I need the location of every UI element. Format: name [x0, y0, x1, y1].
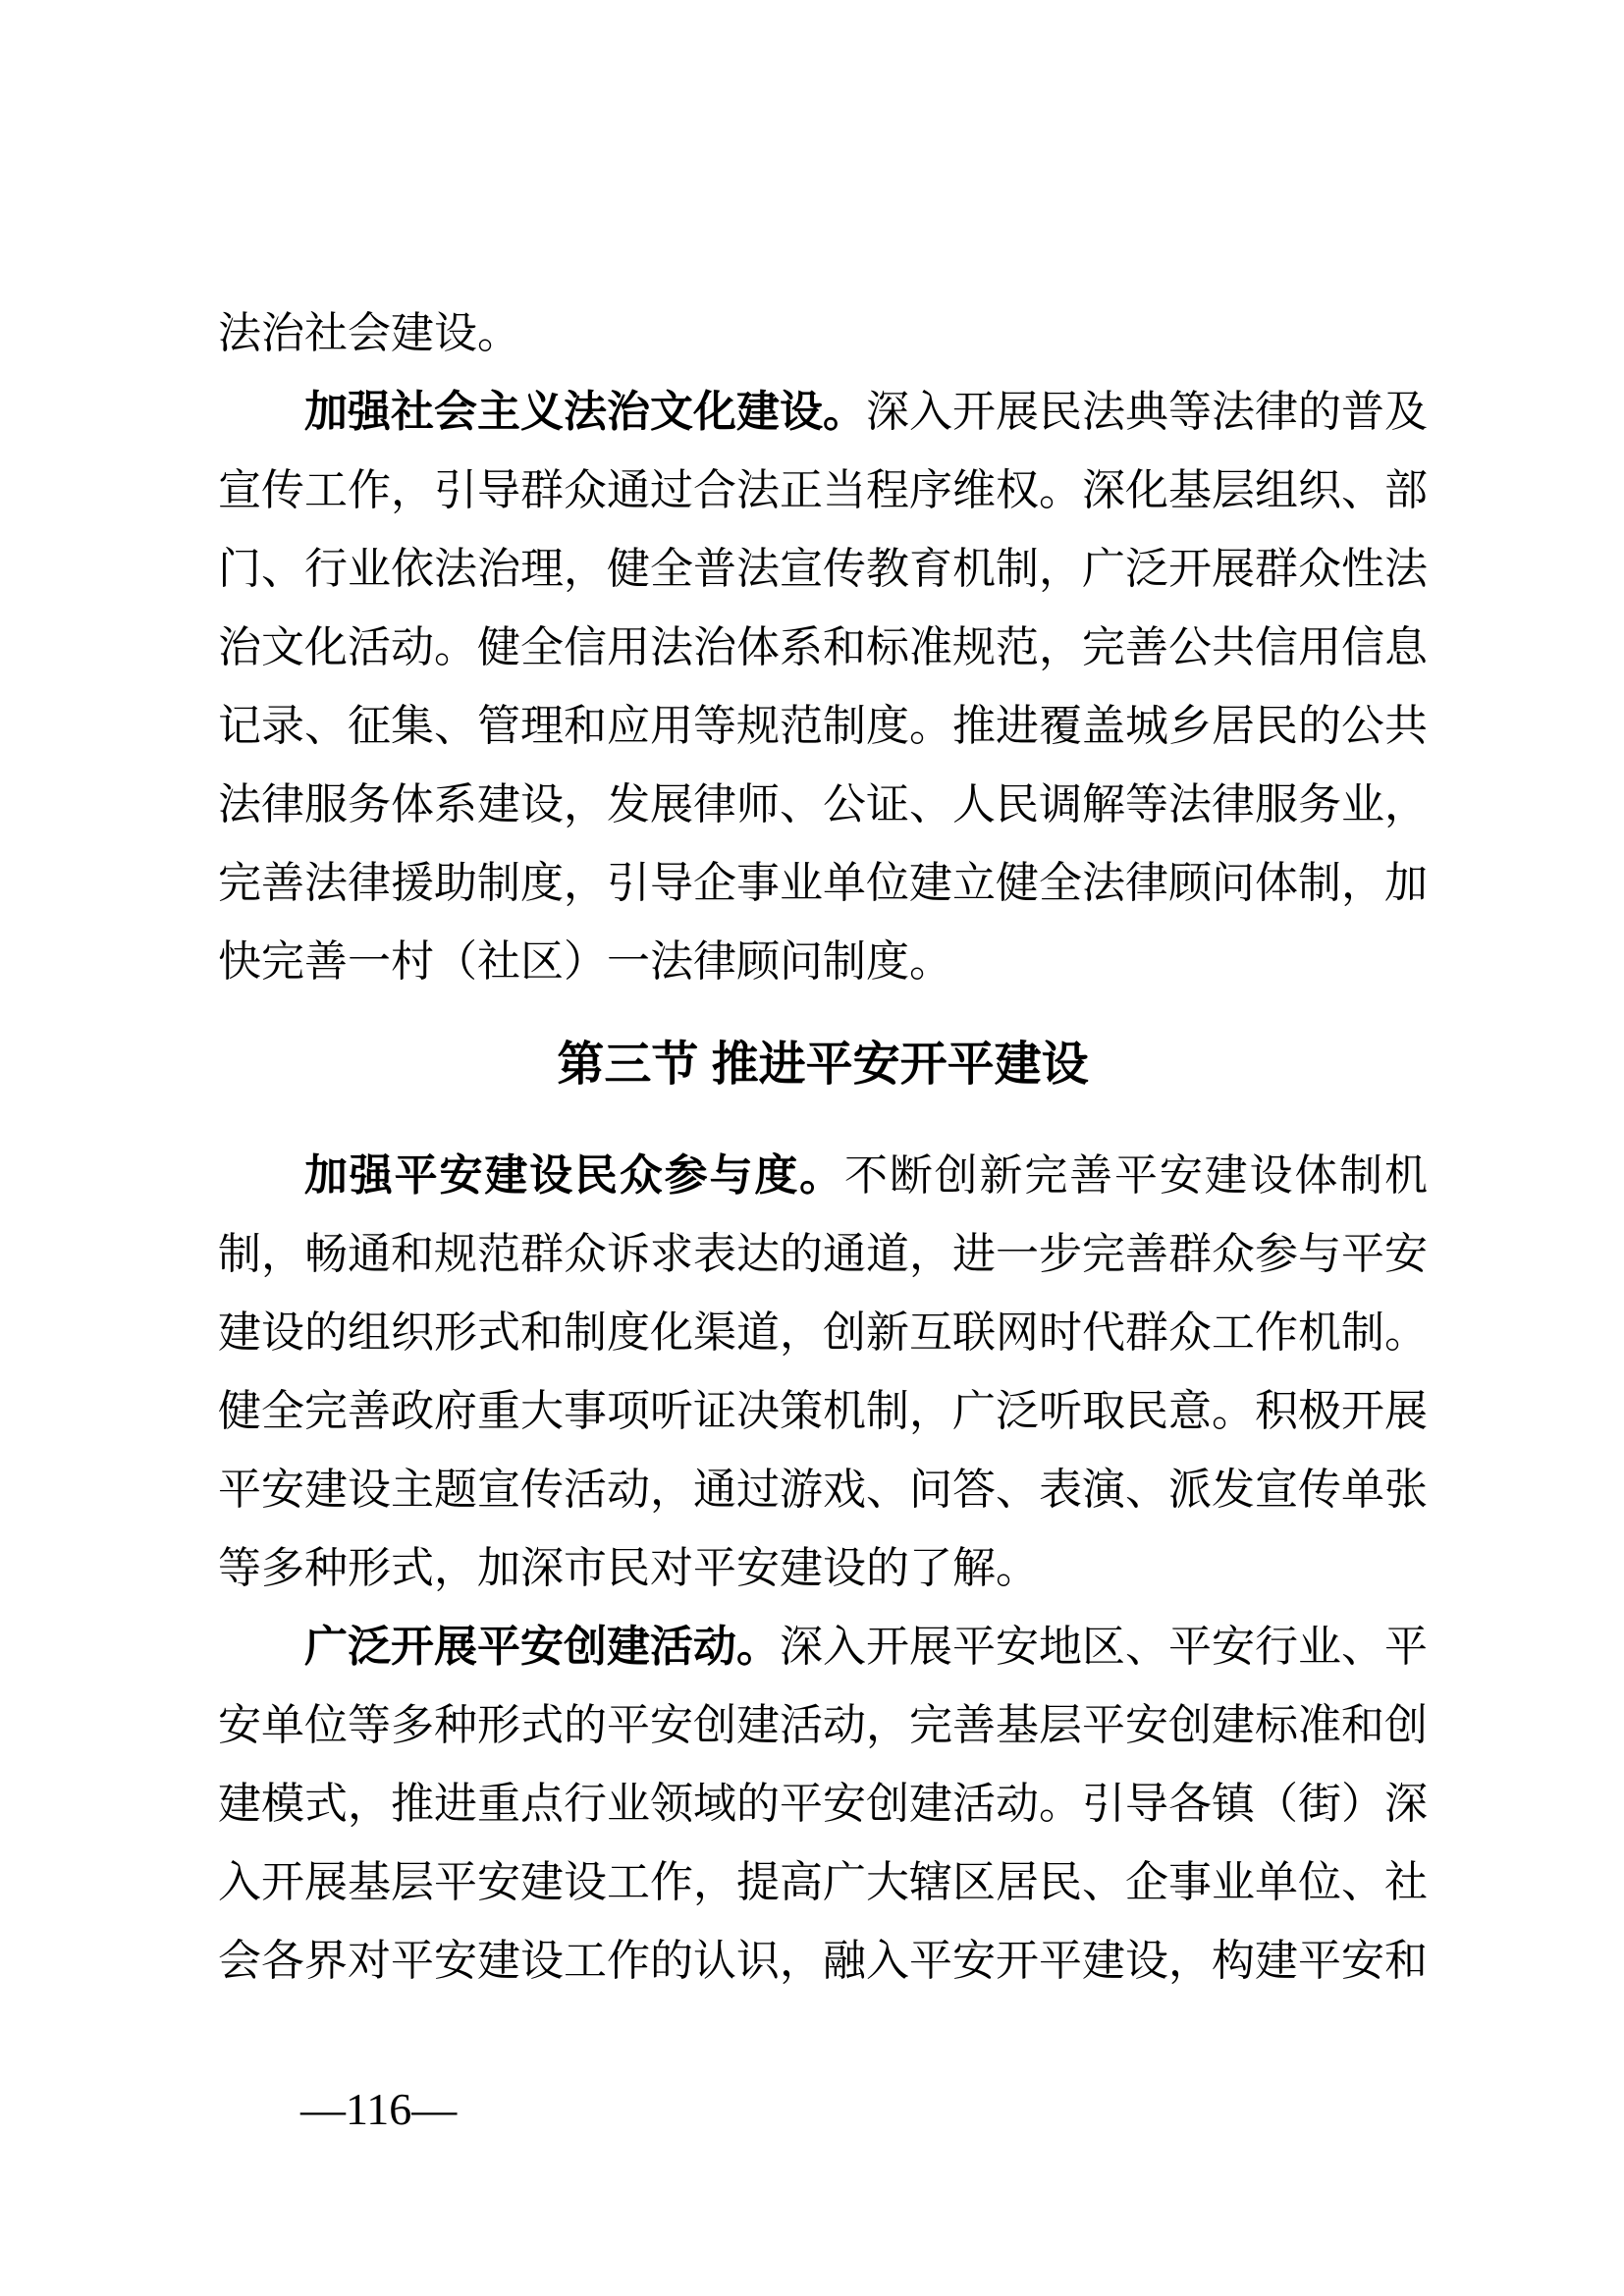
paragraph-lead: 广泛开展平安创建活动。 [304, 1623, 780, 1671]
paragraph-public-participation [218, 1137, 1428, 1608]
paragraph-lead: 加强平安建设民众参与度。 [304, 1151, 844, 1200]
paragraph-text: 深入开展民法典等法律的普及宣传工作，引导群众通过合法正当程序维权。深化基层组织、部门、行业依法治理，健全普法宣传教育机制，广泛开展群众性法治文化活动。健全信用法治体系和标准规范，完善公共信用信息记录、征集、管理和应用等规范制度。推进覆盖城乡居民的公共法律服务体系建设，发展律师、公证、人民调解等法律服务业，完善法律援助制度，引导企事业单位建立健全法律顾问体制，加快完善一村（社区）一法律顾问制度。 [218, 388, 1428, 986]
body-block-upper [218, 294, 1428, 1001]
paragraph-text: 深入开展平安地区、平安行业、平安单位等多种形式的平安创建活动，完善基层平安创建标准和创建模式，推进重点行业领域的平安创建活动。引导各镇（街）深入开展基层平安建设工作，提高广大辖区居民、企事业单位、社会各界对平安建设工作的认识，融入平安开平建设，构建平安和 [218, 1623, 1428, 1985]
paragraph-lead: 加强社会主义法治文化建设。 [304, 388, 866, 436]
paragraph-continuation [218, 294, 1428, 373]
paragraph-text: 法治社会建设。 [218, 309, 520, 357]
paragraph-law-culture [218, 373, 1428, 1001]
paragraph-text: 不断创新完善平安建设体制机制，畅通和规范群众诉求表达的通道，进一步完善群众参与平安建设的组织形式和制度化渠道，创新互联网时代群众工作机制。健全完善政府重大事项听证决策机制，广泛听取民意。积极开展平安建设主题宣传活动，通过游戏、问答、表演、派发宣传单张等多种形式，加深市民对平安建设的了解。 [218, 1151, 1428, 1592]
section-heading: 第三节 推进平安开平建设 [557, 1039, 1089, 1091]
paragraph-safety-creation [218, 1608, 1428, 2001]
page-number: —116— [300, 2084, 458, 2134]
body-block-lower [218, 1137, 1428, 2001]
